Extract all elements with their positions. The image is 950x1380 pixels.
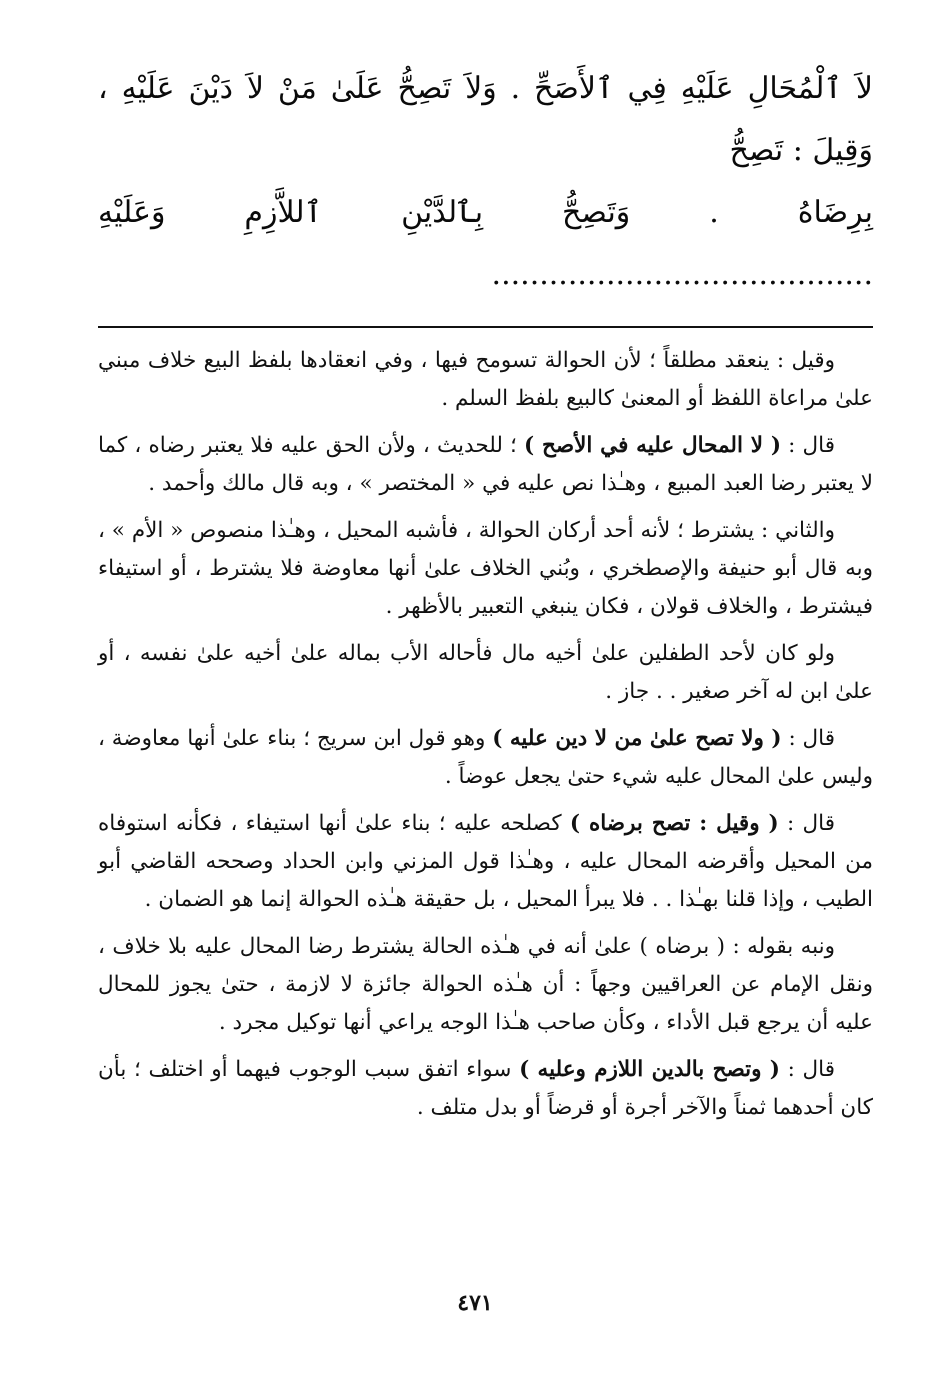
matn-quote: ( ولا تصح علىٰ من لا دين عليه ) bbox=[492, 726, 782, 751]
matn-line-1: لاَ ٱلْمُحَالِ عَلَيْهِ فِي ٱلأَصَحِّ . وَلاَ تَصِحُّ عَلَىٰ مَنْ لاَ دَيْنَ عَلَيْهِ ، وَقِيلَ : تَصِحُّ bbox=[98, 71, 873, 168]
commentary-paragraph-5 bbox=[98, 720, 873, 796]
matn-line-2-text: بِرِضَاهُ . وَتَصِحُّ بِٱلدَّيْنِ ٱللاَّزِمِ وَعَلَيْهِ bbox=[98, 195, 873, 230]
qala-label: قال : bbox=[781, 726, 835, 751]
matn-continuation-dots: ........................................ bbox=[491, 257, 873, 292]
matn-quote: ( وقيل : تصح برضاه ) bbox=[569, 811, 779, 836]
commentary-paragraph-4: ولو كان لأحد الطفلين علىٰ أخيه مال فأحاله الأب بماله علىٰ أخيه علىٰ نفسه ، أو علىٰ ابن له آخر صغير . . جاز . bbox=[98, 641, 873, 704]
page-number: ٤٧١ bbox=[457, 1290, 493, 1316]
page-content bbox=[98, 58, 873, 1136]
matn-quote: ( لا المحال عليه في الأصح ) bbox=[524, 433, 781, 458]
separator-rule bbox=[98, 326, 873, 328]
commentary-paragraph-7: ونبه بقوله : ( برضاه ) علىٰ أنه في هـٰذه الحالة يشترط رضا المحال عليه بلا خلاف ، ونقل الإمام عن العراقيين وجهاً : أن هـٰذه الحوالة جائزة لا لازمة ، حتىٰ يجوز للمحال عليه أن يرجع قبل الأداء ، وكأن صاحب هـٰذا الوجه يراعي أنها توكيل مجرد . bbox=[98, 934, 873, 1035]
commentary-body: سواء اتفق سبب الوجوب فيهما أو اختلف ؛ بأن كان أحدهما ثمناً والآخر أجرة أو قرضاً أو بدل متلف . bbox=[98, 1057, 873, 1120]
commentary-body: كصلحه عليه ؛ بناء علىٰ أنها استيفاء ، فكأنه استوفاه من المحيل وأقرضه المحال عليه ، وهـٰذا قول المزني وابن الحداد وصححه القاضي أبو الطيب ، وإذا قلنا بهـٰذا . . فلا يبرأ المحيل ، بل حقيقة هـٰذه الحوالة إنما هو الضمان . bbox=[98, 811, 873, 912]
commentary-body: وهو قول ابن سريج ؛ بناء علىٰ أنها معاوضة ، وليس علىٰ المحال عليه شيء حتىٰ يجعل عوضاً . bbox=[98, 726, 873, 789]
commentary-text bbox=[98, 342, 873, 1127]
qala-label: قال : bbox=[778, 811, 835, 836]
commentary-body: ؛ للحديث ، ولأن الحق عليه فلا يعتبر رضاه ، كما لا يعتبر رضا العبد المبيع ، وهـٰذا نص عليه في « المختصر » ، وبه قال مالك وأحمد . bbox=[98, 433, 873, 496]
qala-label: قال : bbox=[779, 1057, 835, 1082]
commentary-paragraph-3: والثاني : يشترط ؛ لأنه أحد أركان الحوالة ، فأشبه المحيل ، وهـٰذا منصوص « الأم » ، وبه قال أبو حنيفة والإصطخري ، وبُني الخلاف علىٰ أنها معاوضة فلا يشترط ، أو استيفاء فيشترط ، والخلاف قولان ، فكان ينبغي التعبير بالأظهر . bbox=[98, 518, 873, 619]
matn-quote: ( وتصح بالدين اللازم وعليه ) bbox=[519, 1057, 780, 1082]
commentary-paragraph-1: وقيل : ينعقد مطلقاً ؛ لأن الحوالة تسومح فيها ، وفي انعقادها بلفظ البيع خلاف مبني علىٰ مراعاة اللفظ أو المعنىٰ كالبيع بلفظ السلم . bbox=[98, 348, 873, 411]
commentary-paragraph-8 bbox=[98, 1051, 873, 1127]
qala-label: قال : bbox=[781, 433, 835, 458]
matn-line-2 bbox=[98, 182, 873, 306]
commentary-paragraph-2 bbox=[98, 427, 873, 503]
commentary-paragraph-6 bbox=[98, 805, 873, 919]
matn-text bbox=[98, 58, 873, 306]
